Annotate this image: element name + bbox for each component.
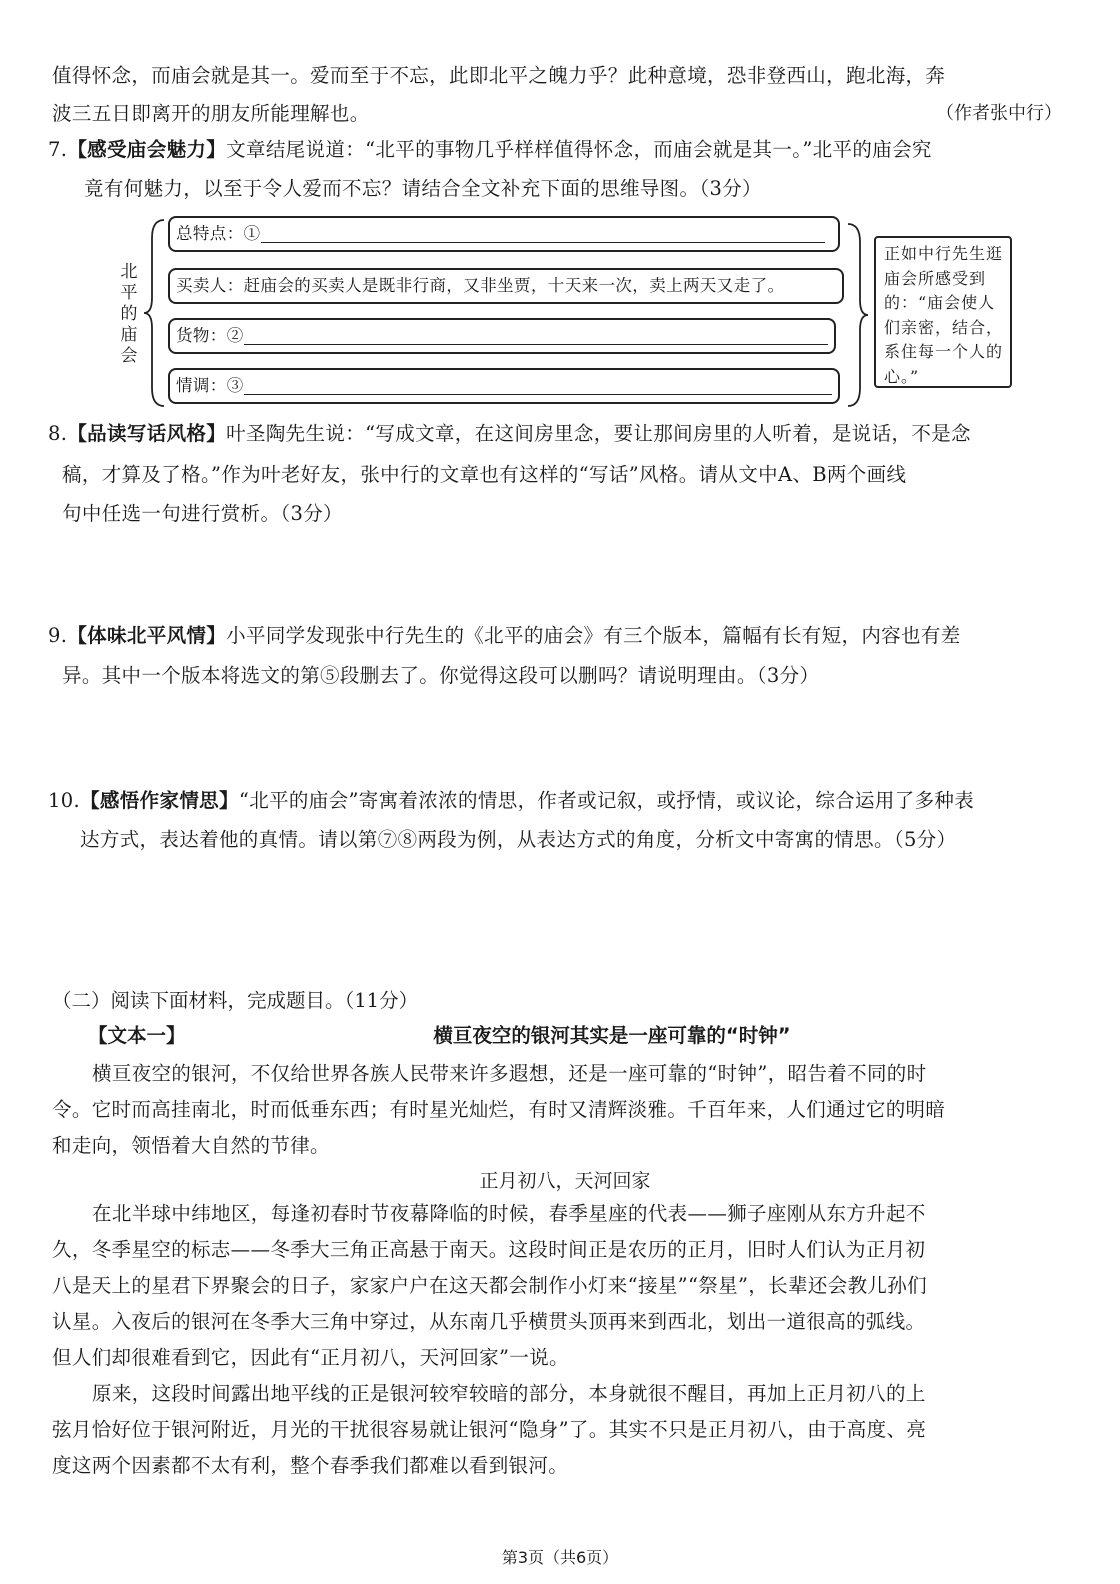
question-8-number: 8. — [48, 422, 68, 445]
mind-map-row-mood — [168, 368, 840, 404]
mind-map-quote-note: 正如中行先生逛庙会所感受到的：“庙会使人们亲密，结合，系住每一个人的心。” — [874, 236, 1012, 388]
question-9-line-2: 异。其中一个版本将选文的第⑤段删去了。你觉得这段可以删吗？请说明理由。（3分） — [62, 664, 820, 687]
sellers-label: 买卖人：赶庙会的买卖人是既非行商，又非坐贾，十天来一次，卖上两天又走了。 — [176, 276, 785, 295]
question-9-line-1 — [48, 622, 961, 650]
question-10-number: 10. — [48, 789, 81, 812]
page-footer: 第3页（共6页） — [501, 1548, 619, 1567]
question-8-title: 【品读写话风格】 — [67, 422, 227, 445]
question-8-line-2: 稿，才算及了格。”作为叶老好友，张中行的文章也有这样的“写话”风格。请从文中A、B两个画线 — [62, 463, 907, 486]
para1-line-5: 但人们却很难看到它，因此有“正月初八，天河回家”一说。 — [52, 1346, 569, 1369]
para2-line-1: 原来，这段时间露出地平线的正是银河较窄较暗的部分，本身就很不醒目，再加上正月初八的上 — [92, 1382, 926, 1405]
text-one-title: 横亘夜空的银河其实是一座可靠的“时钟” — [433, 1024, 791, 1047]
question-8-line-1 — [48, 420, 971, 448]
author-credit: （作者张中行） — [936, 103, 1062, 124]
question-10-line-2: 达方式，表达着他的真情。请以第⑦⑧两段为例，从表达方式的角度，分析文中寄寓的情思。（5分） — [80, 828, 957, 851]
intro-line-3: 和走向，领悟着大自然的节律。 — [52, 1134, 330, 1157]
goods-answer-blank[interactable] — [244, 323, 828, 345]
passage-end-line-1: 值得怀念，而庙会就是其一。爱而至于不忘，此即北平之魄力乎？此种意境，恐非登西山，跑北海，奔 — [52, 64, 946, 87]
overall-answer-blank[interactable] — [261, 221, 825, 243]
mind-map-row-overall — [168, 216, 840, 252]
question-7-title: 【感受庙会魅力】 — [67, 138, 227, 161]
intro-line-2: 令。它时而高挂南北，时而低垂东西；有时星光灿烂，有时又清辉淡雅。千百年来，人们通过它的明暗 — [52, 1098, 946, 1121]
question-7-number: 7. — [48, 138, 68, 161]
question-10-line-1 — [48, 787, 974, 815]
question-7-text: 文章结尾说道：“北平的事物几乎样样值得怀念，而庙会就是其一。”北平的庙会究 — [226, 138, 932, 161]
overall-label: 总特点：① — [176, 224, 261, 243]
mind-map-row-sellers — [168, 268, 844, 304]
goods-label: 货物：② — [176, 326, 244, 345]
subheading: 正月初八，天河回家 — [479, 1170, 651, 1192]
mind-map-row-goods — [168, 318, 836, 354]
mind-map — [110, 208, 1020, 418]
question-10-title: 【感悟作家情思】 — [80, 789, 239, 812]
intro-line-1: 横亘夜空的银河，不仅给世界各族人民带来许多遐想，还是一座可靠的“时钟”，昭告着不同的时 — [92, 1062, 927, 1085]
mood-label: 情调：③ — [176, 376, 244, 395]
para1-line-4: 认星。入夜后的银河在冬季大三角中穿过，从东南几乎横贯头顶再来到西北，划出一道很高的弧线。 — [52, 1310, 926, 1333]
question-9-title: 【体味北平风情】 — [67, 624, 227, 647]
question-9-number: 9. — [48, 624, 68, 647]
passage-end-line-2: 波三五日即离开的朋友所能理解也。 — [52, 102, 370, 125]
para2-line-3: 度这两个因素都不太有利，整个春季我们都难以看到银河。 — [52, 1454, 569, 1477]
mood-answer-blank[interactable] — [244, 373, 832, 395]
left-brace-icon — [142, 218, 166, 408]
section-2-heading: （二）阅读下面材料，完成题目。（11分） — [52, 989, 419, 1012]
question-7-line-2: 竟有何魅力，以至于令人爱而不忘？请结合全文补充下面的思维导图。（3分） — [84, 177, 762, 200]
para1-line-2: 久，冬季星空的标志——冬季大三角正高悬于南天。这段时间正是农历的正月，旧时人们认为正月初 — [52, 1238, 926, 1261]
question-10-text: “北平的庙会”寄寓着浓浓的情思，作者或记叙，或抒情，或议论，综合运用了多种表 — [238, 789, 975, 812]
question-8-text: 叶圣陶先生说：“写成文章，在这间房里念，要让那间房里的人听着，是说话，不是念 — [226, 422, 971, 445]
para1-line-1: 在北半球中纬地区，每逢初春时节夜幕降临的时候，春季星座的代表——狮子座刚从东方升起不 — [92, 1202, 926, 1225]
para1-line-3: 八是天上的星君下界聚会的日子，家家户户在这天都会制作小灯来“接星”“祭星”，长辈还会教儿孙们 — [52, 1274, 927, 1297]
question-8-line-3: 句中任选一句进行赏析。（3分） — [62, 502, 343, 525]
right-brace-icon — [846, 222, 870, 408]
question-9-text: 小平同学发现张中行先生的《北平的庙会》有三个版本，篇幅有长有短，内容也有差 — [226, 624, 961, 647]
para2-line-2: 弦月恰好位于银河附近，月光的干扰很容易就让银河“隐身”了。其实不只是正月初八，由于高度、亮 — [52, 1418, 927, 1441]
mind-map-root-label: 北平的庙会 — [120, 262, 138, 366]
text-one-label: 【文本一】 — [88, 1024, 186, 1047]
question-7-line-1 — [48, 136, 932, 164]
